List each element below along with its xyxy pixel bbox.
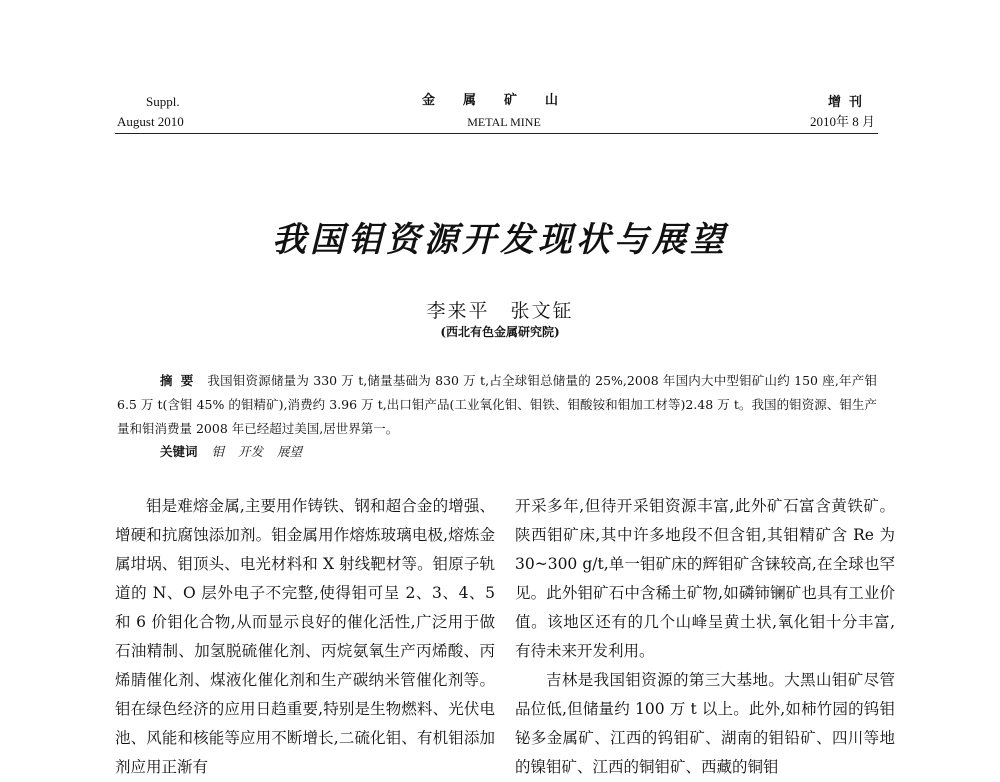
keywords-label: 关键词: [160, 444, 198, 459]
paper-authors: 李来平 张文钲: [426, 300, 574, 322]
keyword: 钼: [211, 444, 225, 459]
paper-title: 我国钼资源开发现状与展望: [272, 220, 728, 260]
body-paragraph: 吉林是我国钼资源的第三大基地。大黑山钼矿尽管品位低,但储量约 100 万 t 以上。此外,如柿竹园的钨钼铋多金属矿、江西的钨钼矿、湖南的钼铅矿、四川等地的镍钼矿、江西的铜钼矿、西藏的铜钼: [515, 671, 895, 776]
body-paragraph: 钼是难熔金属,主要用作铸铁、钢和超合金的增强、增硬和抗腐蚀添加剂。钼金属用作熔炼玻璃电极,熔炼金属坩埚、钼顶头、电光材料和 X 射线靶材等。钼原子轨道的 N、O 层外电子不完整,使得钼可呈 2、3、4、5 和 6 价钼化合物,从而显示良好的催化活性,广泛用于做石油精制、加氢脱硫催化剂、丙烷氨氧生产丙烯酸、丙烯腈催化剂、煤液化催化剂和生产碳纳米管催化剂等。钼在绿色经济的应用日趋重要,特别是生物燃料、光伏电池、风能和核能等应用不断增长,二硫化钼、有机钼添加剂应用正渐有: [115, 497, 495, 776]
keyword: 开发: [238, 444, 264, 459]
journal-date-chinese: 2010年 8 月: [809, 114, 875, 129]
journal-supplement-chinese: 增刊: [827, 94, 870, 109]
body-left-column: [115, 492, 495, 782]
journal-name-chinese: 金属矿山: [421, 92, 586, 107]
journal-date-english: August 2010: [117, 114, 184, 129]
author-affiliation: (西北有色金属研究院): [440, 325, 560, 339]
abstract: [117, 369, 877, 441]
header-rule: [115, 133, 878, 134]
journal-name-english: METAL MINE: [467, 115, 541, 129]
abstract-text: 我国钼资源储量为 330 万 t,储量基础为 830 万 t,占全球钼总储量的 25%,2008 年国内大中型钼矿山约 150 座,年产钼 6.5 万 t(含钼 45% 的钼精矿),消费约 3.96 万 t,出口钼产品(工业氧化钼、钼铁、钼酸铵和钼加工材等)2.48 万 t。我国的钼资源、钼生产量和钼消费量 2008 年已经超过美国,居世界第一。: [117, 373, 877, 436]
keywords: [160, 442, 312, 460]
journal-supplement-label: Suppl.: [146, 94, 180, 109]
keyword: 展望: [277, 444, 303, 459]
body-paragraph: 开采多年,但待开采钼资源丰富,此外矿石富含黄铁矿。陕西钼矿床,其中许多地段不但含钼,其钼精矿含 Re 为 30~300 g/t,单一钼矿床的辉钼矿含铼较高,在全球也罕见。此外钼矿石中含稀土矿物,如磷铈镧矿也具有工业价值。该地区还有的几个山峰呈黄土状,氧化钼十分丰富,有待未来开发利用。: [515, 497, 895, 660]
body-right-column: [515, 492, 895, 782]
abstract-label: 摘要: [160, 373, 202, 388]
